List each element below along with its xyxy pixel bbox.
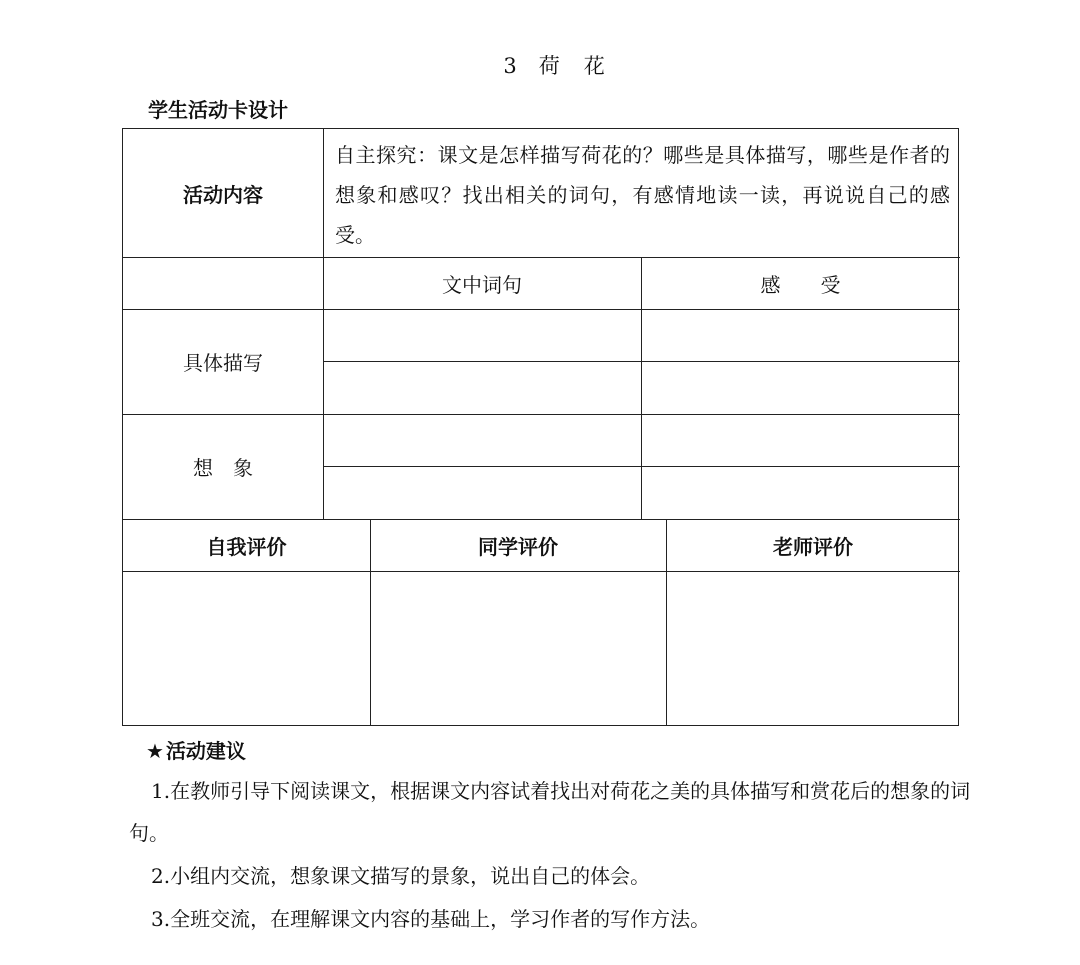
activity-content-label: 活动内容	[183, 182, 263, 207]
imagination-phrase-cell-1	[323, 414, 641, 466]
row-label-imagination: 想 象	[193, 456, 253, 480]
imagination-phrase-cell-2	[323, 466, 641, 519]
specific-feeling-cell-1	[641, 309, 960, 361]
activity-suggestions-title	[146, 735, 246, 764]
eval-self-header: 自我评价	[206, 534, 287, 559]
column-header-phrases: 文中词句	[442, 272, 522, 297]
star-icon: ★	[146, 739, 164, 763]
imagination-feeling-cell-1	[641, 414, 960, 466]
lesson-number: 3	[503, 54, 519, 78]
activity-card-table	[122, 128, 959, 726]
specific-phrase-cell-1	[323, 309, 641, 361]
specific-feeling-cell-2	[641, 361, 960, 414]
activity-content-text: 自主探究：课文是怎样描写荷花的？哪些是具体描写，哪些是作者的想象和感叹？找出相关的词句，有感情地读一读，再说说自己的感受。	[335, 143, 950, 247]
suggestions-title-text: 活动建议	[165, 739, 246, 763]
title-char-2: 花	[583, 54, 607, 78]
suggestion-item-3: 3.全班交流，在理解课文内容的基础上，学习作者的写作方法。	[151, 907, 711, 931]
title-char-1: 荷	[538, 54, 562, 78]
suggestion-item-2: 2.小组内交流，想象课文描写的景象，说出自己的体会。	[151, 864, 651, 888]
eval-peer-cell	[370, 571, 666, 725]
eval-self-cell	[123, 571, 370, 725]
row-label-specific: 具体描写	[183, 351, 263, 375]
eval-teacher-cell	[666, 571, 960, 725]
eval-peer-header: 同学评价	[478, 534, 558, 559]
imagination-feeling-cell-2	[641, 466, 960, 519]
page-title	[0, 50, 1080, 80]
eval-teacher-header: 老师评价	[773, 534, 853, 559]
section-subtitle: 学生活动卡设计	[148, 98, 288, 122]
column-header-feeling: 感 受	[760, 272, 841, 297]
suggestion-item-1: 1.在教师引导下阅读课文，根据课文内容试着找出对荷花之美的具体描写和赏花后的想象的词句。	[129, 779, 971, 845]
specific-phrase-cell-2	[323, 361, 641, 414]
